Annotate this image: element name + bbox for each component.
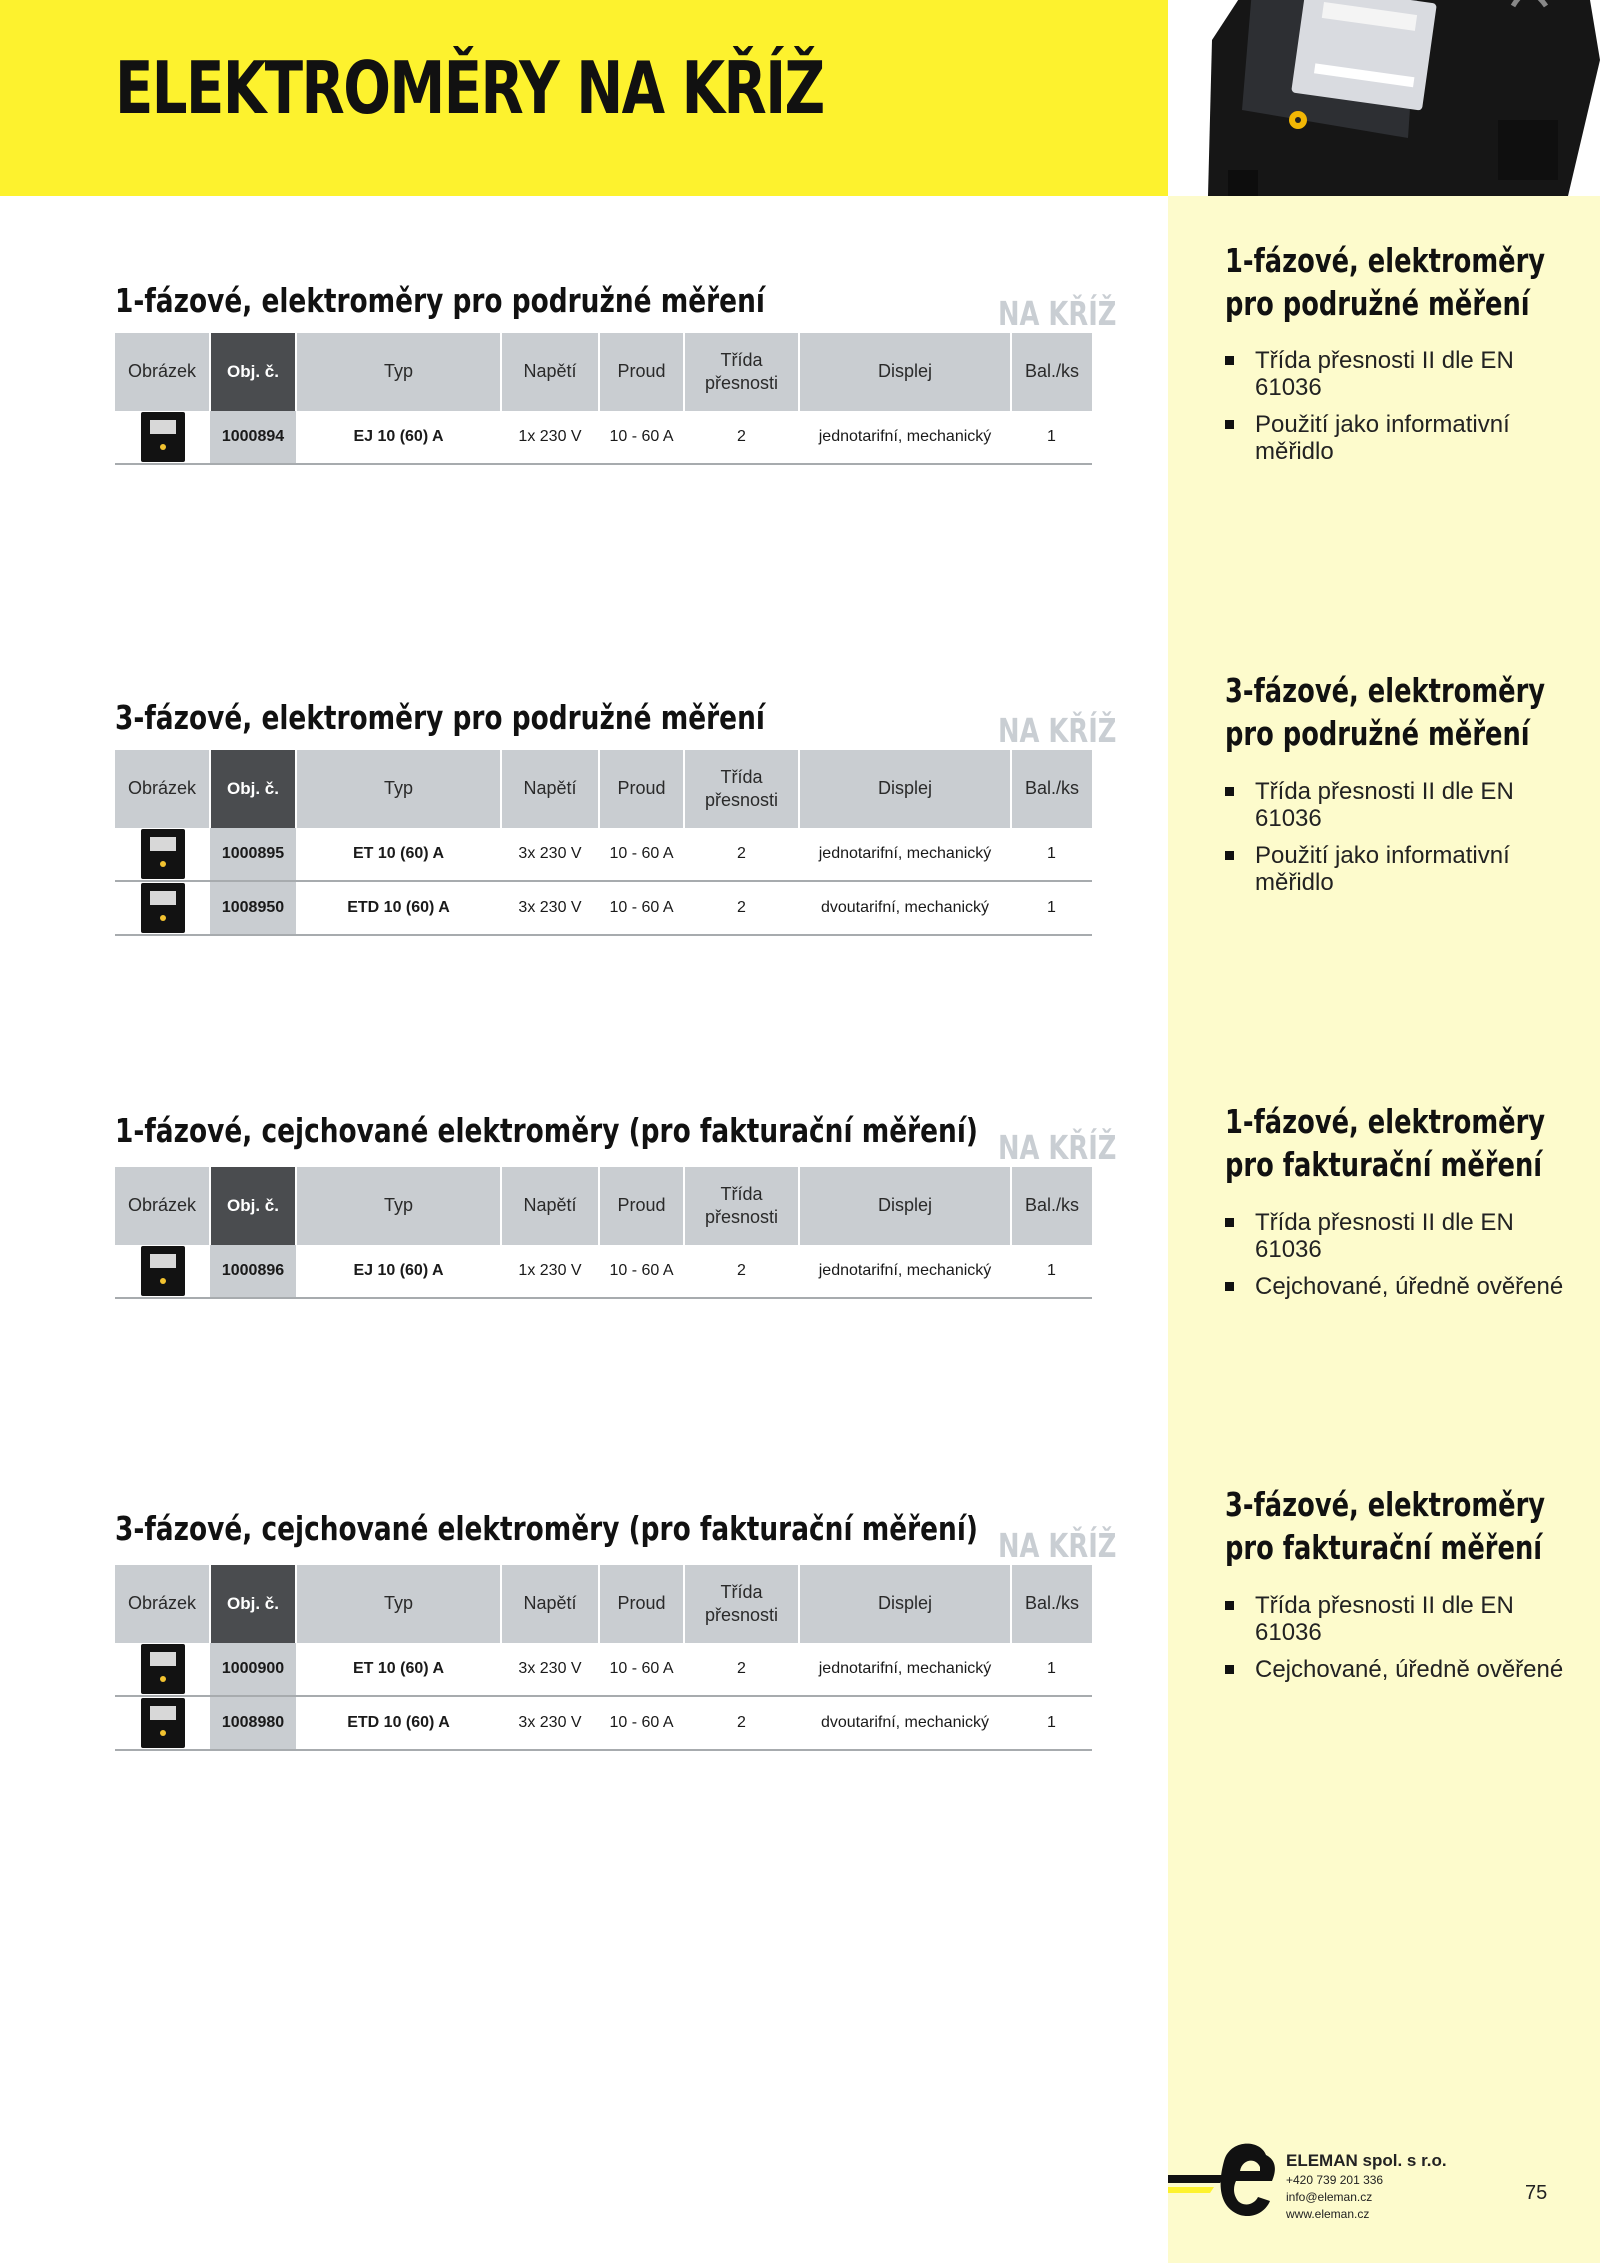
side-title-line2: pro podružné měření [1225,714,1530,753]
na-kriz-tag: NA KŘÍŽ [998,711,1117,750]
product-table [115,750,1092,936]
table-header-row [115,1565,1092,1643]
table-row [115,881,1092,935]
col-header-image: Obrázek [115,750,210,828]
feature-list [1225,778,1585,906]
page-title: ELEKTROMĚRY NA KŘÍŽ [115,46,824,130]
company-info [1286,2150,1476,2223]
accuracy-class: 2 [684,411,799,464]
product-type: ETD 10 (60) A [296,1696,501,1750]
col-header-current: Proud [599,333,684,411]
feature-item: Cejchované, úředně ověřené [1225,1656,1585,1683]
company-email[interactable]: info@eleman.cz [1286,2190,1373,2204]
voltage: 3x 230 V [501,1643,599,1696]
voltage: 3x 230 V [501,1696,599,1750]
feature-list [1225,347,1585,475]
feature-item: Třída přesnosti II dle EN 61036 [1225,1209,1585,1263]
product-thumbnail-cell [115,411,210,464]
electricity-meter-photo [1168,0,1600,196]
accuracy-class: 2 [684,1696,799,1750]
col-header-image: Obrázek [115,333,210,411]
col-header-voltage: Napětí [501,750,599,828]
class-header-line2: přesnosti [704,790,779,810]
side-title-line1: 3-fázové, elektroměry [1225,1485,1546,1524]
feature-item: Cejchované, úředně ověřené [1225,1273,1585,1300]
display-type: dvoutarifní, mechanický [799,1696,1011,1750]
side-title-line1: 3-fázové, elektroměry [1225,671,1546,710]
section-title: 3-fázové, elektroměry pro podružné měření [115,698,765,737]
col-header-pack: Bal./ks [1011,333,1092,411]
col-header-voltage: Napětí [501,1167,599,1245]
col-header-type: Typ [296,333,501,411]
product-table [115,1565,1092,1751]
order-code: 1000896 [210,1245,296,1298]
col-header-code: Obj. č. [210,750,296,828]
col-header-voltage: Napětí [501,1565,599,1643]
pack-qty: 1 [1011,828,1092,881]
table-row [115,1643,1092,1696]
display-type: jednotarifní, mechanický [799,411,1011,464]
feature-item: Třída přesnosti II dle EN 61036 [1225,347,1585,401]
col-header-class [684,1565,799,1643]
display-type: jednotarifní, mechanický [799,1245,1011,1298]
product-type: ET 10 (60) A [296,1643,501,1696]
col-header-display: Displej [799,333,1011,411]
display-type: jednotarifní, mechanický [799,828,1011,881]
feature-list [1225,1209,1585,1310]
col-header-display: Displej [799,1565,1011,1643]
feature-item: Použití jako informativní měřidlo [1225,411,1585,465]
product-table [115,333,1092,465]
col-header-voltage: Napětí [501,333,599,411]
voltage: 1x 230 V [501,1245,599,1298]
col-header-class [684,333,799,411]
meter-thumbnail [141,1644,185,1694]
side-title-line2: pro fakturační měření [1225,1528,1543,1567]
product-type: ETD 10 (60) A [296,881,501,935]
na-kriz-tag: NA KŘÍŽ [998,294,1117,333]
display-type: dvoutarifní, mechanický [799,881,1011,935]
page-number: 75 [1525,2182,1548,2204]
col-header-current: Proud [599,750,684,828]
meter-photo-graphic [1168,0,1600,196]
feature-item: Použití jako informativní měřidlo [1225,842,1585,896]
col-header-type: Typ [296,1565,501,1643]
col-header-code: Obj. č. [210,333,296,411]
accuracy-class: 2 [684,881,799,935]
table-row [115,411,1092,464]
product-type: EJ 10 (60) A [296,1245,501,1298]
order-code: 1008950 [210,881,296,935]
display-type: jednotarifní, mechanický [799,1643,1011,1696]
section-title: 3-fázové, cejchované elektroměry (pro fakturační měření) [115,1509,978,1548]
side-title-line1: 1-fázové, elektroměry [1225,241,1546,280]
side-title-line2: pro fakturační měření [1225,1145,1543,1184]
table-header-row [115,333,1092,411]
col-header-pack: Bal./ks [1011,1167,1092,1245]
class-header-line2: přesnosti [704,373,779,393]
company-name: ELEMAN spol. s r.o. [1286,2151,1447,2170]
col-header-display: Displej [799,750,1011,828]
col-header-class [684,750,799,828]
side-title-line1: 1-fázové, elektroměry [1225,1102,1546,1141]
col-header-class [684,1167,799,1245]
table-header-row [115,1167,1092,1245]
col-header-image: Obrázek [115,1565,210,1643]
company-web[interactable]: www.eleman.cz [1286,2207,1370,2221]
order-code: 1008980 [210,1696,296,1750]
col-header-type: Typ [296,750,501,828]
header-band [0,0,1168,196]
accuracy-class: 2 [684,1245,799,1298]
side-title-line2: pro podružné měření [1225,284,1530,323]
meter-thumbnail [141,412,185,462]
pack-qty: 1 [1011,881,1092,935]
meter-thumbnail [141,883,185,933]
col-header-pack: Bal./ks [1011,750,1092,828]
accuracy-class: 2 [684,1643,799,1696]
voltage: 3x 230 V [501,881,599,935]
side-title [1225,1100,1545,1186]
product-thumbnail-cell [115,1643,210,1696]
col-header-display: Displej [799,1167,1011,1245]
na-kriz-tag: NA KŘÍŽ [998,1526,1117,1565]
current: 10 - 60 A [599,881,684,935]
product-thumbnail-cell [115,1245,210,1298]
voltage: 3x 230 V [501,828,599,881]
table-row [115,1696,1092,1750]
col-header-code: Obj. č. [210,1167,296,1245]
class-header-line2: přesnosti [704,1605,779,1625]
section-title: 1-fázové, elektroměry pro podružné měření [115,281,765,320]
meter-thumbnail [141,1246,185,1296]
voltage: 1x 230 V [501,411,599,464]
side-title [1225,239,1545,325]
current: 10 - 60 A [599,411,684,464]
class-header-line1: Třída [720,766,763,787]
side-title [1225,1483,1545,1569]
product-table [115,1167,1092,1299]
current: 10 - 60 A [599,1696,684,1750]
table-header-row [115,750,1092,828]
section-title: 1-fázové, cejchované elektroměry (pro fakturační měření) [115,1111,978,1150]
pack-qty: 1 [1011,1643,1092,1696]
col-header-image: Obrázek [115,1167,210,1245]
product-type: ET 10 (60) A [296,828,501,881]
meter-thumbnail [141,829,185,879]
col-header-current: Proud [599,1167,684,1245]
pack-qty: 1 [1011,1245,1092,1298]
eleman-logo [1168,2135,1283,2225]
product-type: EJ 10 (60) A [296,411,501,464]
class-header-line2: přesnosti [704,1207,779,1227]
feature-list [1225,1592,1585,1693]
product-thumbnail-cell [115,881,210,935]
current: 10 - 60 A [599,1643,684,1696]
table-row [115,1245,1092,1298]
order-code: 1000894 [210,411,296,464]
product-thumbnail-cell [115,1696,210,1750]
order-code: 1000900 [210,1643,296,1696]
col-header-code: Obj. č. [210,1565,296,1643]
current: 10 - 60 A [599,1245,684,1298]
side-title [1225,669,1545,755]
class-header-line1: Třída [720,1183,763,1204]
meter-thumbnail [141,1698,185,1748]
class-header-line1: Třída [720,349,763,370]
pack-qty: 1 [1011,411,1092,464]
na-kriz-tag: NA KŘÍŽ [998,1128,1117,1167]
pack-qty: 1 [1011,1696,1092,1750]
col-header-pack: Bal./ks [1011,1565,1092,1643]
col-header-type: Typ [296,1167,501,1245]
accuracy-class: 2 [684,828,799,881]
feature-item: Třída přesnosti II dle EN 61036 [1225,1592,1585,1646]
company-phone: +420 739 201 336 [1286,2173,1384,2187]
feature-item: Třída přesnosti II dle EN 61036 [1225,778,1585,832]
order-code: 1000895 [210,828,296,881]
table-row [115,828,1092,881]
col-header-current: Proud [599,1565,684,1643]
current: 10 - 60 A [599,828,684,881]
class-header-line1: Třída [720,1581,763,1602]
product-thumbnail-cell [115,828,210,881]
